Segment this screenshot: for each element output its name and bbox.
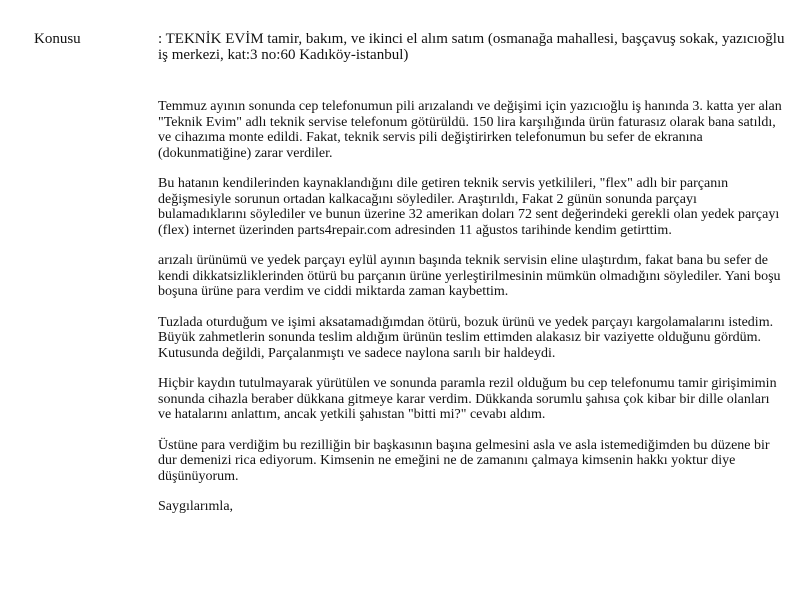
letter-body [158,99,782,515]
closing-line: Saygılarımla, [158,499,234,514]
subject-text: : TEKNİK EVİM tamir, bakım, ve ikinci el alım satım (osmanağa mahallesi, başçavuş sokak, yazıcıoğlu iş merkezi, kat:3 no:60 Kadıköy-istanbul) [158,31,785,63]
paragraph-3: arızalı ürünümü ve yedek parçayı eylül ayının başında teknik servisin eline ulaştırdım, fakat bana bu sefer de kendi dikkatsizliklerinden ötürü bu parçanın ürüne yerleştirilmesinin mümkün olmadığını söylediler. Yani boşu boşuna ürüne para verdim ve ciddi miktarda zaman kaybettim. [158,253,781,299]
paragraph-6: Üstüne para verdiğim bu rezilliğin bir başkasının başına gelmesini asla ve asla istemediğimden bu düzene bir dur demenizi rica ediyorum. Kimsenin ne emeğini ne de zamanını çalmaya kimsenin hakkı yoktur diye düşünüyorum. [158,437,770,484]
paragraph-2: Bu hatanın kendilerinden kaynaklandığını dile getiren teknik servis yetkilileri, "flex" adlı bir parçanın değişmesiyle sorunun ortadan kalkacağını söylediler. Araştırıldı, Fakat 2 günün sonunda parçayı bulamadıklarını söylediler ve bunun üzerine 32 amerikan doları 72 sent değerindeki gerekli olan yedek parçayı (flex) internet üzerinden parts4repair.com adresinden 11 ağustos tarihinde kendim getirttim. [158,176,780,238]
subject-label: Konusu [34,31,81,47]
paragraph-5: Hiçbir kaydın tutulmayarak yürütülen ve sonunda paramla rezil olduğum bu cep telefonumu tamir girişimimin sonunda cihazla beraber dükkana gitmeye karar verdim. Dükkanda sorumlu şahısa çok kibar bir dille olanları ve hatalarını anlattım, ancak yetkili şahıstan "bitti mi?" cevabı aldım. [158,376,777,422]
paragraph-1: Temmuz ayının sonunda cep telefonumun pili arızalandı ve değişimi için yazıcıoğlu iş hanında 3. katta yer alan "Teknik Evim" adlı teknik servise telefonum götürüldü. 150 lira karşılığında ürün faturasız olarak bana satıldı, ve cihazıma monte edildi. Fakat, teknik servis pili değiştirirken telefonumun bu sefer de ekranına (dokunmatiğine) zarar verdiler. [158,99,782,161]
paragraph-4: Tuzlada oturduğum ve işimi aksatamadığımdan ötürü, bozuk ürünü ve yedek parçayı kargolamalarını istedim. Büyük zahmetlerin sonunda teslim aldığım ürünün teslim ettimden alakasız bir vaziyette olduğunu gördüm. Kutusunda değildi, Parçalanmıştı ve sadece naylona sarılı bir haldeydi. [158,314,774,361]
